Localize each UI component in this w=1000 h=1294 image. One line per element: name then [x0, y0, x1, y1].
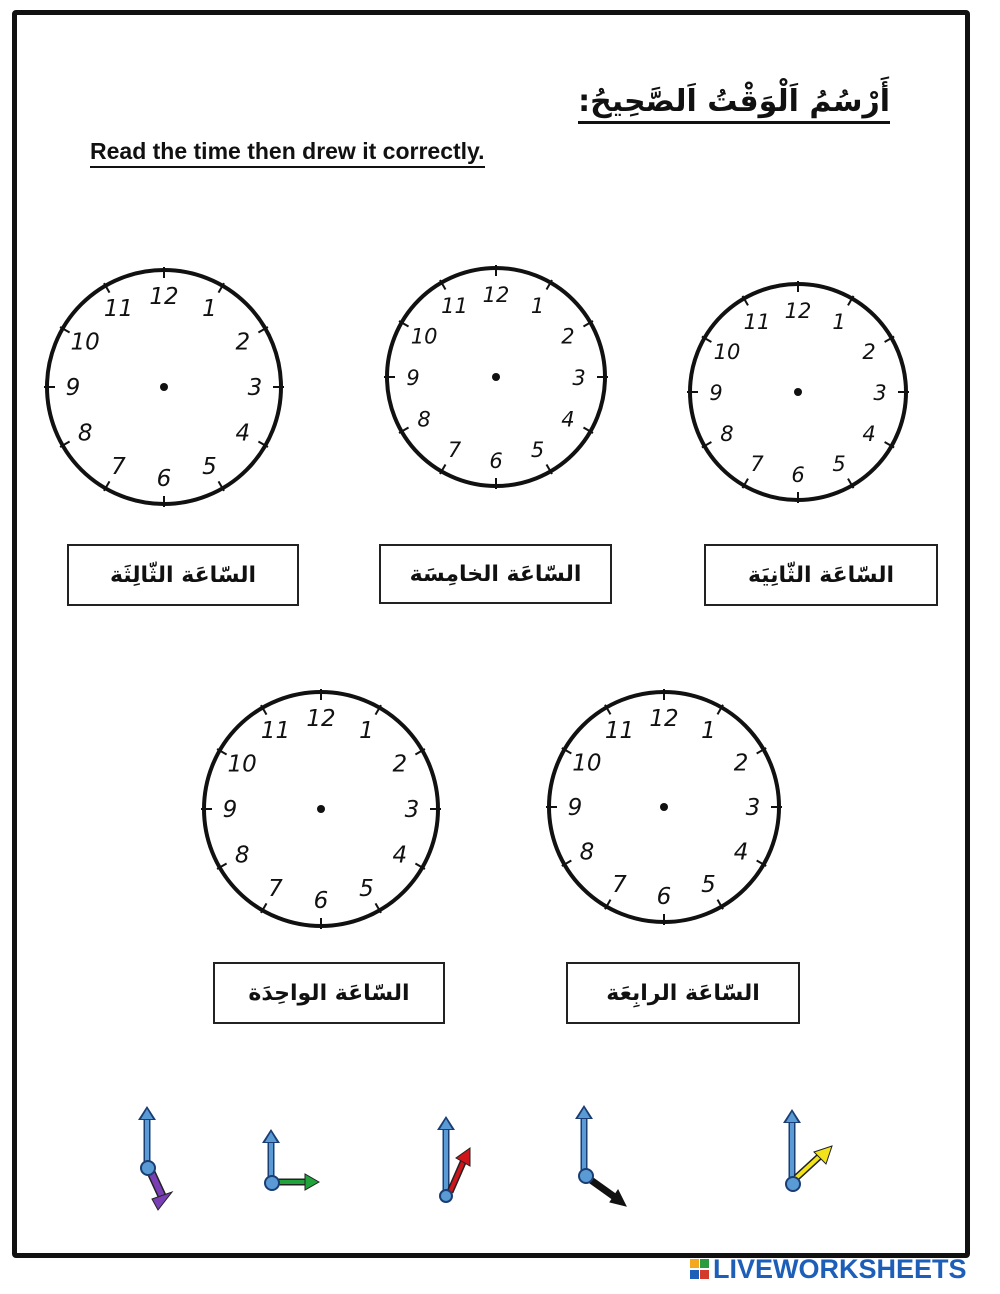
hand-piece-purple[interactable] — [126, 1104, 186, 1214]
clock-numeral: 11 — [441, 294, 468, 319]
clock-numeral: 9 — [222, 797, 238, 823]
label-third: السّاعَة الثّالِثَة — [67, 544, 299, 606]
clock-numeral: 10 — [572, 750, 602, 777]
clock-numeral: 1 — [701, 717, 716, 744]
clock-numeral: 9 — [709, 381, 723, 405]
clock-numeral: 3 — [572, 366, 586, 390]
clock-numeral: 1 — [832, 309, 846, 334]
clock-numeral: 12 — [784, 299, 812, 323]
clock-numeral: 5 — [701, 872, 716, 899]
clock-numeral: 8 — [579, 839, 595, 866]
clock-first[interactable] — [200, 688, 442, 930]
hand-piece-black[interactable] — [566, 1102, 636, 1214]
label-first: السّاعَة الواحِدَة — [213, 962, 445, 1024]
clock-numeral: 5 — [202, 453, 217, 480]
clock-numeral: 9 — [406, 366, 420, 390]
clock-numeral: 9 — [567, 795, 583, 821]
clock-numeral: 5 — [359, 875, 374, 902]
clock-numeral: 9 — [65, 375, 81, 401]
clock-center-dot — [160, 383, 168, 391]
clock-numeral: 2 — [392, 751, 408, 778]
clock-numeral: 12 — [149, 284, 179, 310]
clock-numeral: 3 — [404, 797, 420, 823]
clock-numeral: 10 — [713, 340, 741, 364]
clock-numeral: 7 — [111, 453, 126, 480]
clock-fourth[interactable] — [545, 688, 783, 926]
clock-numeral: 11 — [260, 718, 291, 745]
english-instruction: Read the time then drew it correctly. — [90, 138, 485, 168]
clock-numeral: 1 — [202, 296, 217, 323]
clock-numeral: 4 — [862, 422, 876, 446]
label-fifth: السّاعَة الخامِسَة — [379, 544, 612, 604]
clock-numeral: 7 — [750, 452, 764, 477]
clock-numeral: 10 — [410, 324, 438, 349]
clock-numeral: 2 — [733, 750, 749, 777]
clock-numeral: 12 — [649, 706, 679, 732]
clock-numeral: 6 — [791, 463, 805, 487]
clock-third[interactable] — [43, 266, 285, 508]
clock-center-dot — [660, 803, 668, 811]
clock-second[interactable] — [686, 280, 910, 504]
clock-numeral: 5 — [832, 452, 846, 477]
clock-numeral: 3 — [247, 375, 263, 401]
clock-center-dot — [317, 805, 325, 813]
clock-fifth[interactable] — [383, 264, 609, 490]
clock-numeral: 11 — [604, 717, 635, 744]
clock-numeral: 7 — [447, 437, 462, 462]
clock-center-dot — [492, 373, 500, 381]
liveworksheets-logo-icon — [690, 1257, 710, 1281]
label-second: السّاعَة الثّانِيَة — [704, 544, 938, 606]
clock-numeral: 8 — [417, 407, 431, 432]
watermark-text: LIVEWORKSHEETS — [713, 1254, 967, 1284]
clock-numeral: 7 — [268, 875, 283, 902]
clock-numeral: 8 — [77, 420, 93, 447]
clock-numeral: 6 — [313, 888, 329, 914]
clock-numeral: 7 — [612, 872, 627, 899]
clock-numeral: 12 — [306, 706, 336, 732]
clock-numeral: 1 — [359, 718, 374, 745]
liveworksheets-watermark — [690, 1254, 967, 1285]
clock-numeral: 10 — [227, 751, 257, 778]
clock-numeral: 3 — [745, 795, 761, 821]
clock-numeral: 1 — [530, 294, 545, 319]
clock-numeral: 12 — [482, 283, 510, 307]
hand-piece-yellow[interactable] — [776, 1106, 842, 1202]
clock-numeral: 10 — [70, 329, 100, 356]
clock-numeral: 4 — [561, 407, 575, 432]
label-fourth: السّاعَة الرابِعَة — [566, 962, 800, 1024]
clock-numeral: 5 — [530, 437, 545, 462]
clock-numeral: 6 — [489, 449, 503, 473]
clock-numeral: 8 — [720, 422, 734, 446]
page-border — [12, 10, 970, 1258]
clock-numeral: 3 — [873, 381, 887, 405]
clock-numeral: 11 — [103, 296, 134, 323]
clock-numeral: 6 — [656, 884, 672, 910]
clock-numeral: 2 — [235, 329, 251, 356]
clock-numeral: 2 — [862, 340, 876, 364]
clock-numeral: 2 — [561, 324, 575, 349]
clock-numeral: 11 — [743, 309, 771, 334]
hand-piece-red[interactable] — [430, 1114, 480, 1214]
clock-numeral: 4 — [733, 839, 749, 866]
hand-piece-green[interactable] — [255, 1126, 325, 1196]
clock-center-dot — [794, 388, 802, 396]
clock-numeral: 4 — [235, 420, 251, 447]
arabic-instruction: أَرْسُمُ اَلْوَقْتُ اَلصَّحِيحُ: — [578, 84, 890, 124]
clock-numeral: 8 — [234, 842, 250, 869]
clock-numeral: 6 — [156, 466, 172, 492]
clock-numeral: 4 — [392, 842, 408, 869]
